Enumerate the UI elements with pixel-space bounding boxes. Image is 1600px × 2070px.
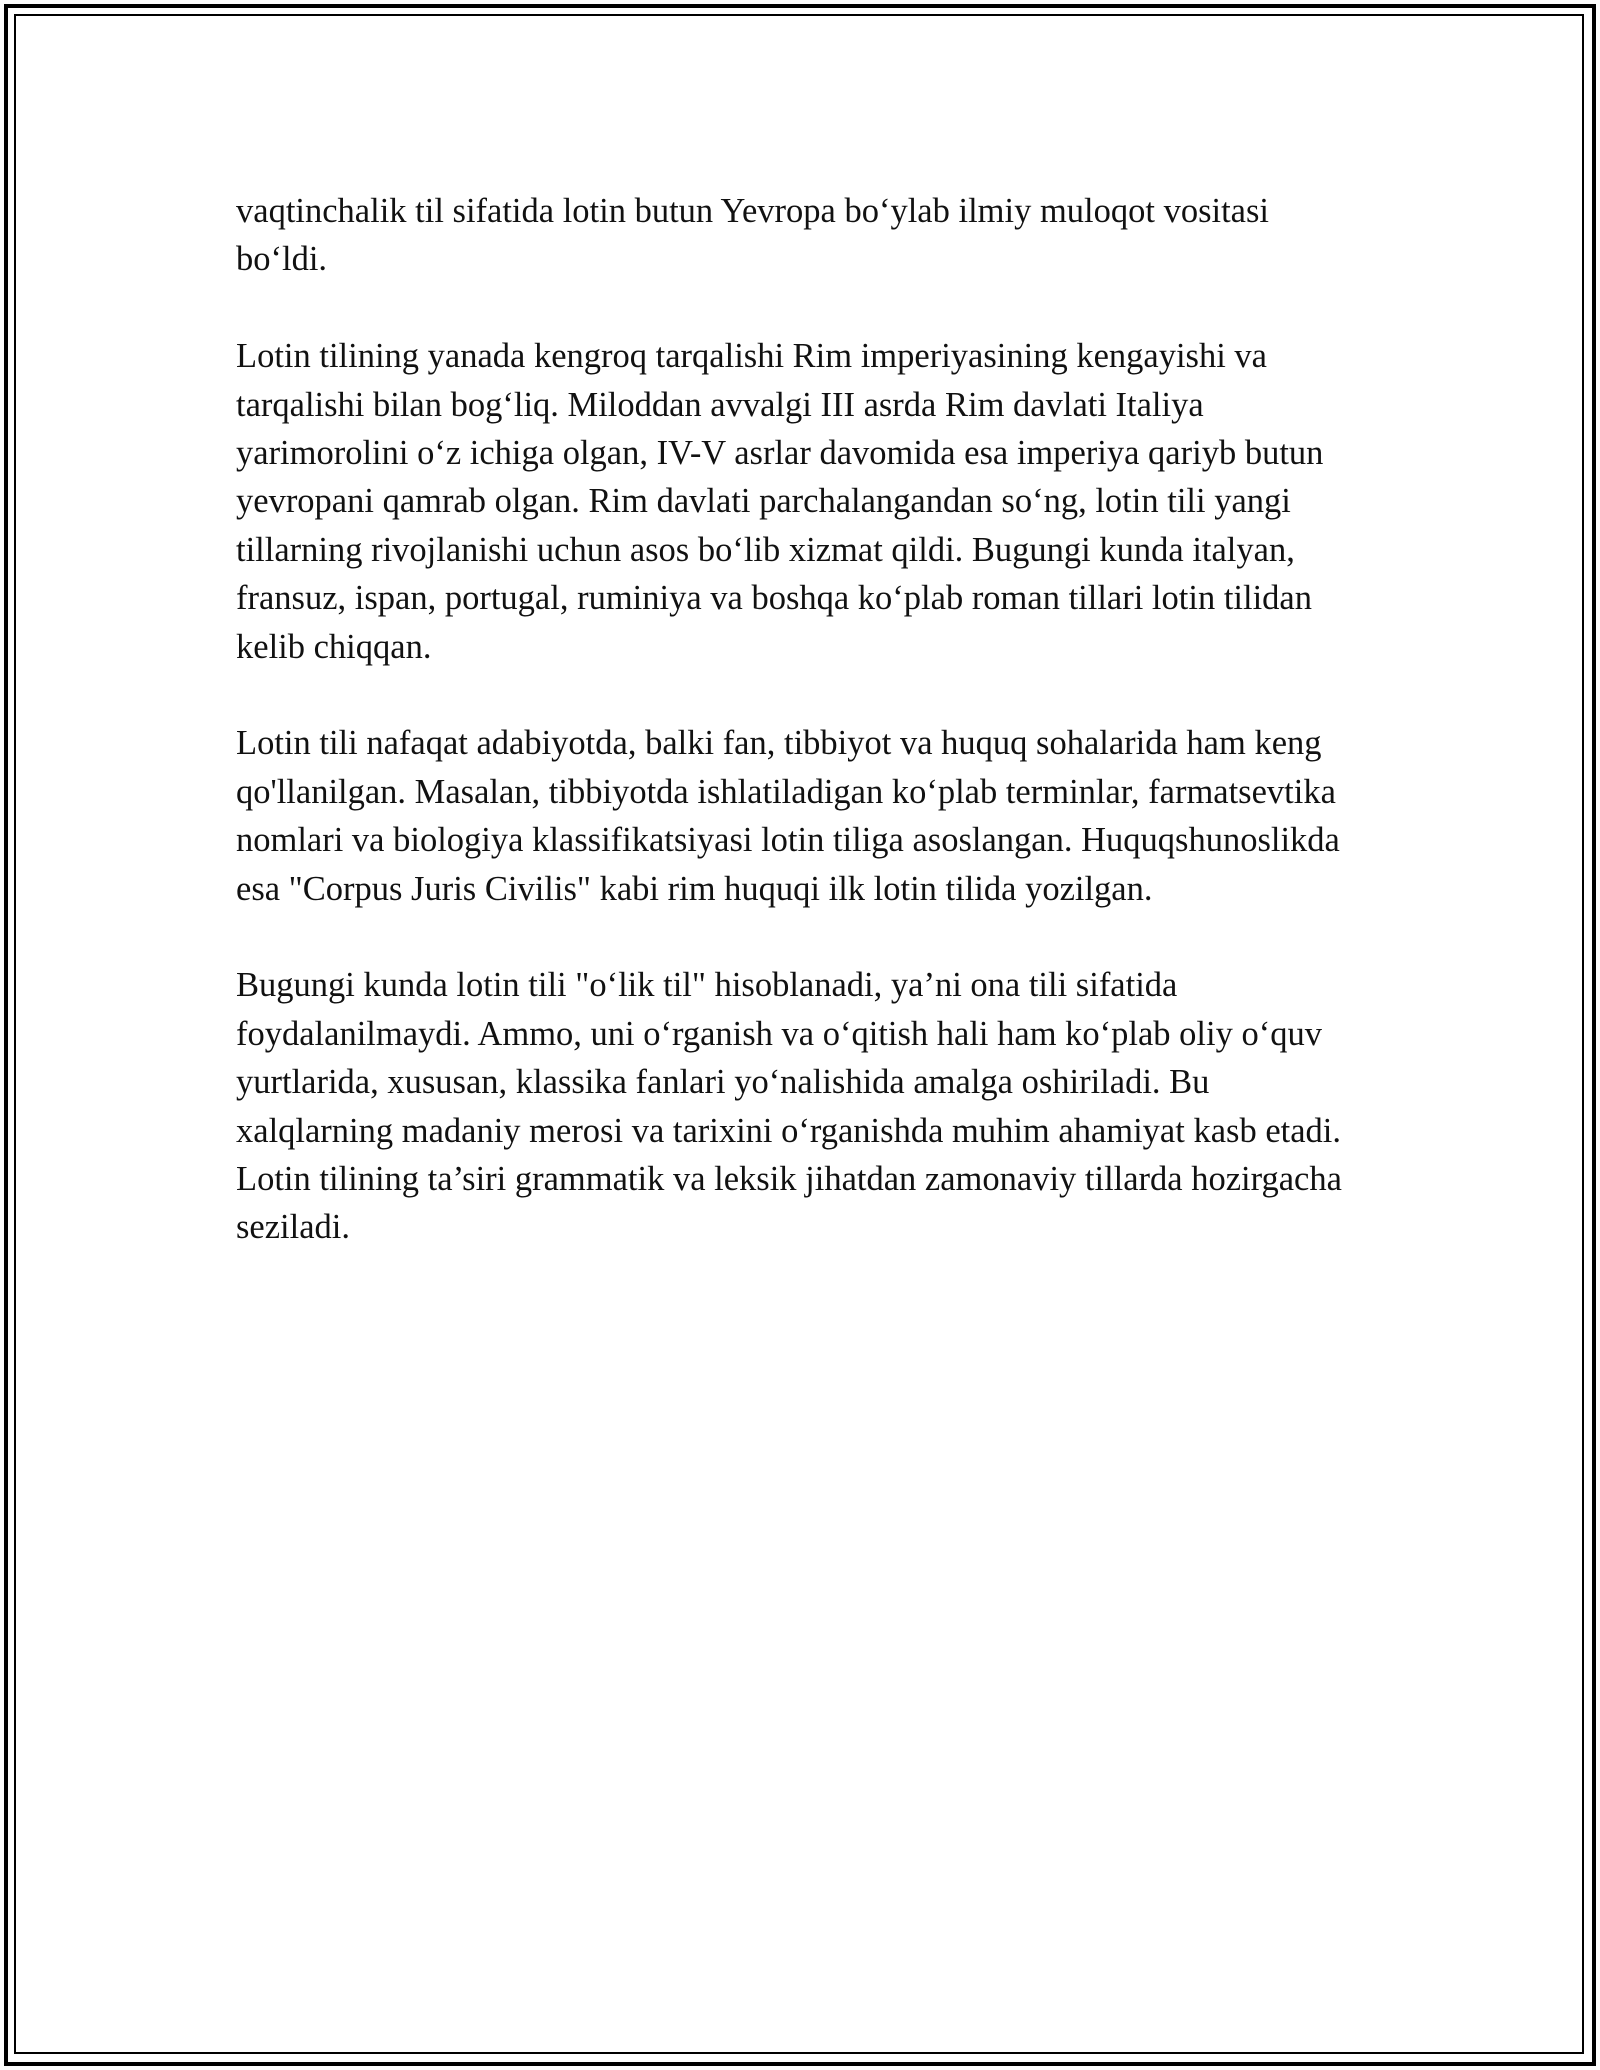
paragraph-2: Lotin tilining yanada kengroq tarqalishi Rim imperiyasining kengayishi va tarqalishi bilan bog‘liq. Miloddan avvalgi III asrda Rim davlati Italiya yarimorolini o‘z ichiga olgan, IV-V asrlar davomida esa imperiya qariyb butun yevropani qamrab olgan. Rim davlati parchalangandan so‘ng, lotin tili yangi tillarning rivojlanishi uchun asos bo‘lib xizmat qildi. Bugungi kunda italyan, fransuz, ispan, portugal, ruminiya va boshqa ko‘plab roman tillari lotin tilidan kelib chiqqan. [236,337,1324,666]
paragraph-1: vaqtinchalik til sifatida lotin butun Yevropa bo‘ylab ilmiy muloqot vositasi bo‘ldi. [236,192,1269,279]
paragraph-3: Lotin tili nafaqat adabiyotda, balki fan, tibbiyot va huquq sohalarida ham keng qo'llanilgan. Masalan, tibbiyotda ishlatiladigan ko‘plab terminlar, farmatsevtika nomlari va biologiya klassifikatsiyasi lotin tiliga asoslangan. Huquqshunoslikda esa "Corpus Juris Civilis" kabi rim huquqi ilk lotin tilida yozilgan. [236,724,1340,908]
document-body [236,187,1366,1300]
paragraph-4: Bugungi kunda lotin tili "o‘lik til" hisoblanadi, ya’ni ona tili sifatida foydalanilmaydi. Ammo, uni o‘rganish va o‘qitish hali ham ko‘plab oliy o‘quv yurtlarida, xususan, klassika fanlari yo‘nalishida amalga oshiriladi. Bu xalqlarning madaniy merosi va tarixini o‘rganishda muhim ahamiyat kasb etadi. Lotin tilining ta’siri grammatik va leksik jihatdan zamonaviy tillarda hozirgacha seziladi. [236,966,1342,1247]
